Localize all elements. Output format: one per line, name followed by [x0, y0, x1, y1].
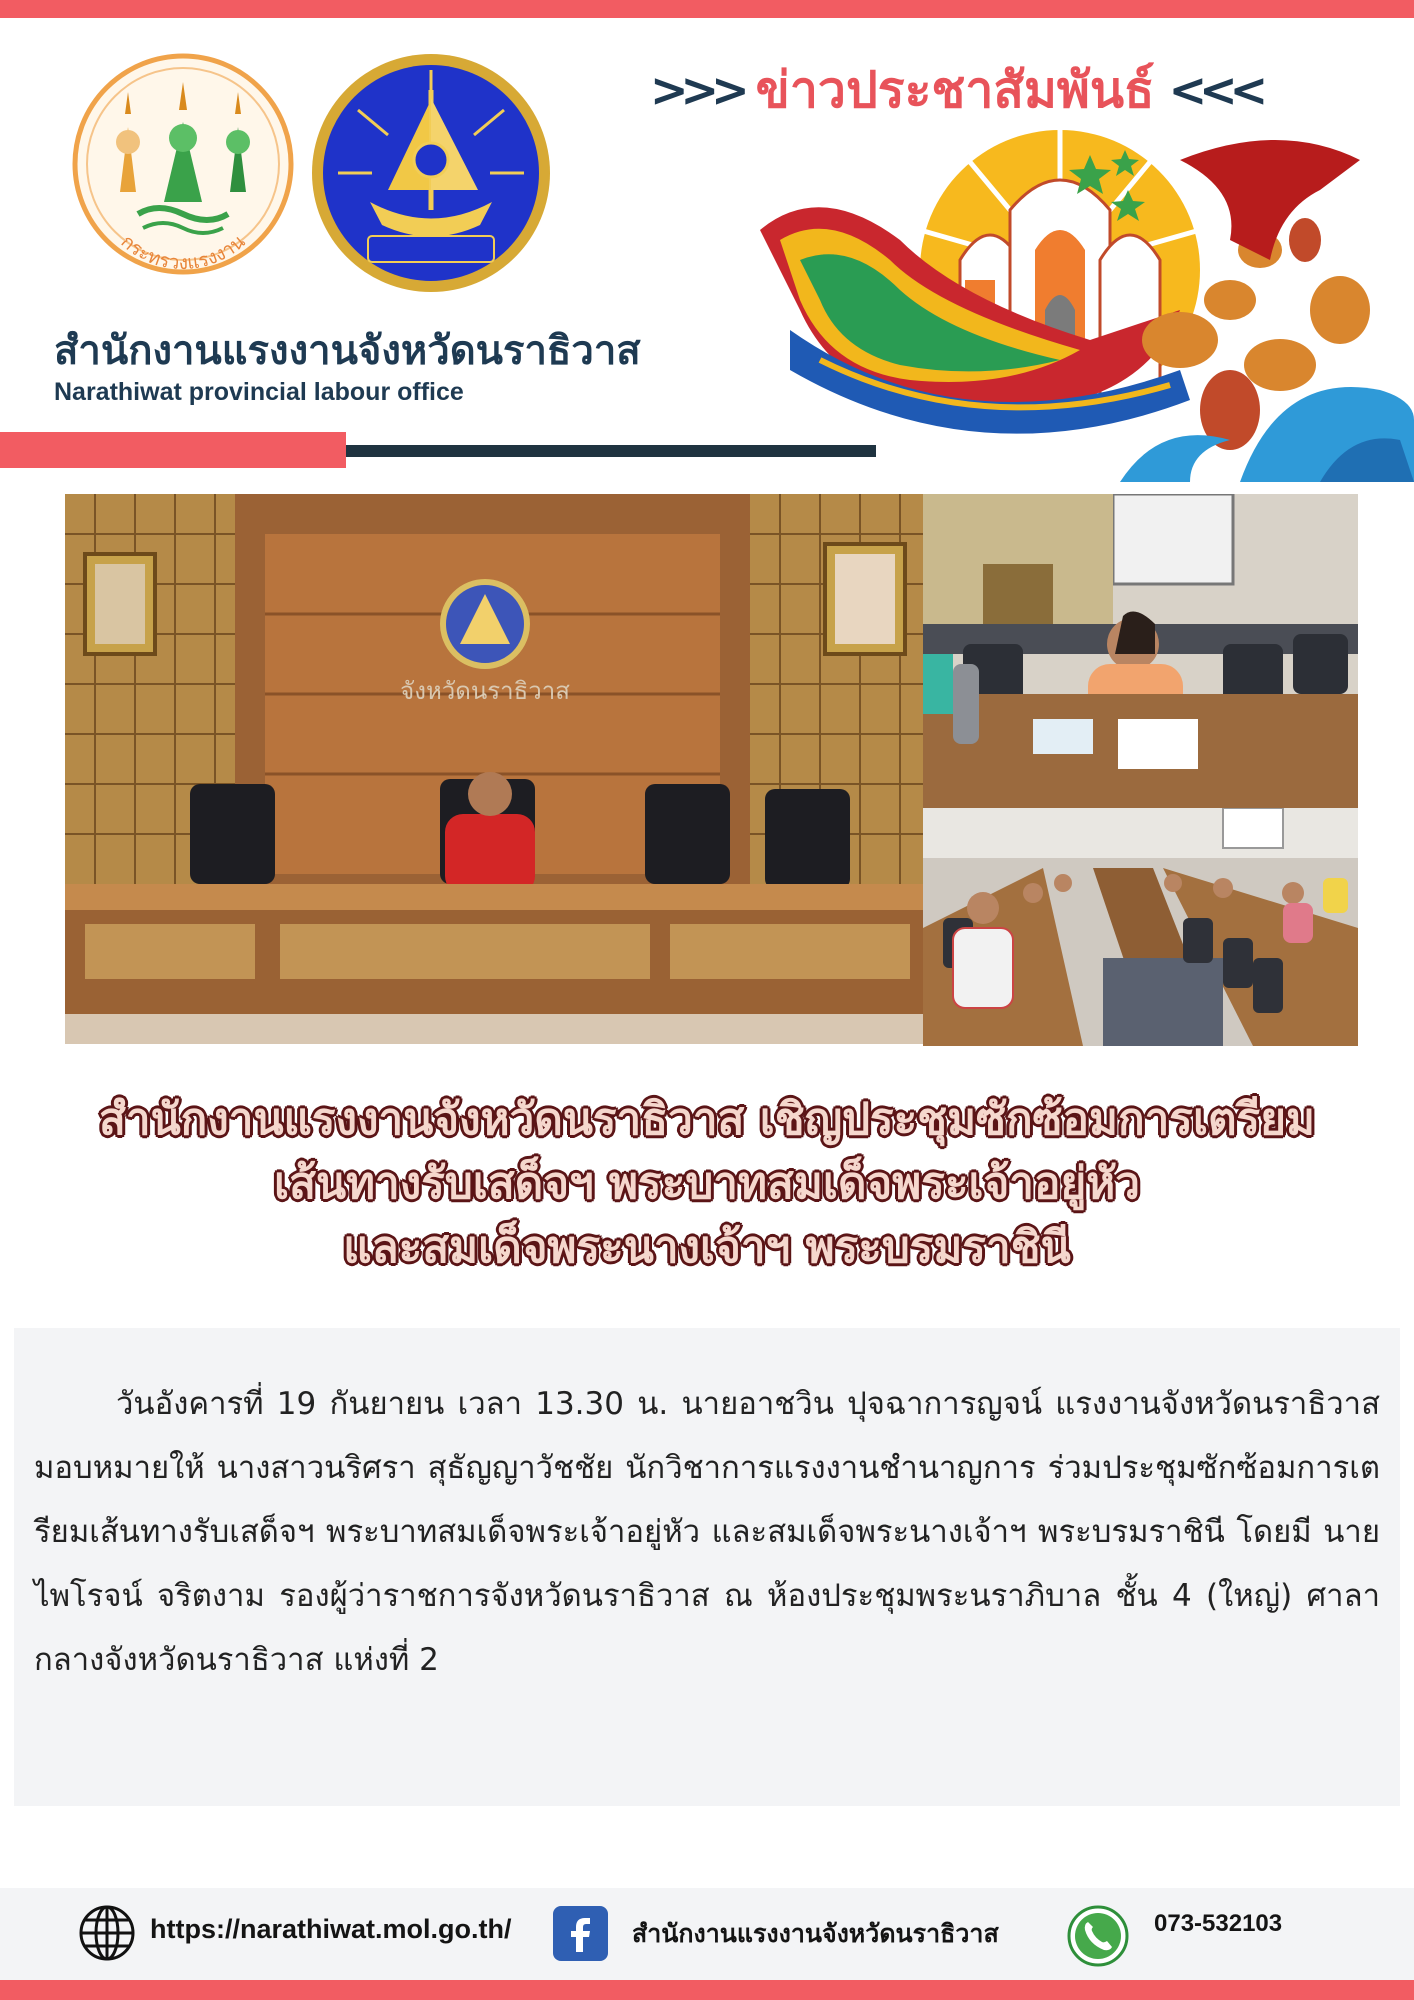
press-release-heading — [650, 50, 1260, 130]
phone-number: 073-532103 — [1154, 1910, 1283, 1937]
press-release-title: ข่าวประชาสัมพันธ์ — [755, 60, 1155, 119]
globe-icon — [78, 1904, 136, 1962]
svg-text:กระทรวงแรงงาน: กระทรวงแรงงาน — [116, 230, 250, 274]
top-accent-bar — [0, 0, 1414, 18]
wall-sign-text: จังหวัดนราธิวาส — [400, 677, 570, 705]
news-body-paragraph: วันอังคารที่ 19 กันยายน เวลา 13.30 น. นายอาชวิน ปุจฉาการญจน์ แรงงานจังหวัดนราธิวาส มอบหมายให้ นางสาวนริศรา สุธัญญาวัชชัย นักวิชาการแรงงานชำนาญการ ร่วมประชุมซักซ้อมการเตรียมเส้นทางรับเสด็จฯ พระบาทสมเด็จพระเจ้าอยู่หัว และสมเด็จพระนางเจ้าฯ พระบรมราชินี โดยมี นายไพโรจน์ จริตงาม รองผู้ว่าราชการจังหวัดนราธิวาส ณ ห้องประชุมพระนราภิบาล ชั้น 4 (ใหญ่) ศาลากลางจังหวัดนราธิวาส แห่งที่ 2 — [34, 1386, 1380, 1678]
phone-icon — [1066, 1904, 1130, 1968]
chevrons-left-icon: <<< — [1168, 63, 1261, 117]
bottom-accent-bar — [0, 1980, 1414, 2000]
narathiwat-illustration — [760, 120, 1414, 482]
office-name-thai: สำนักงานแรงงานจังหวัดนราธิวาส — [54, 328, 641, 374]
meeting-photo-room — [923, 808, 1358, 1046]
headline-line-3: และสมเด็จพระนางเจ้าฯ พระบรมราชินี — [343, 1222, 1071, 1273]
meeting-photo-attendee — [923, 494, 1358, 808]
chevrons-right-icon: >>> — [650, 63, 742, 117]
ministry-of-labour-logo — [68, 52, 298, 282]
facebook-icon[interactable] — [553, 1906, 608, 1961]
news-headline — [20, 1088, 1394, 1280]
website-link[interactable]: https://narathiwat.mol.go.th/ — [150, 1914, 512, 1944]
meeting-photo-main — [65, 494, 923, 1044]
headline-line-2: เส้นทางรับเสด็จฯ พระบาทสมเด็จพระเจ้าอยู่หัว — [274, 1158, 1140, 1209]
header-divider-red — [0, 432, 346, 468]
facebook-page-link[interactable]: สำนักงานแรงงานจังหวัดนราธิวาส — [632, 1919, 999, 1948]
headline-line-1: สำนักงานแรงงานจังหวัดนราธิวาส เชิญประชุมซักซ้อมการเตรียม — [99, 1094, 1315, 1145]
news-body-panel — [14, 1328, 1400, 1806]
narathiwat-province-seal — [308, 50, 554, 296]
office-name-english: Narathiwat provincial labour office — [54, 378, 464, 406]
